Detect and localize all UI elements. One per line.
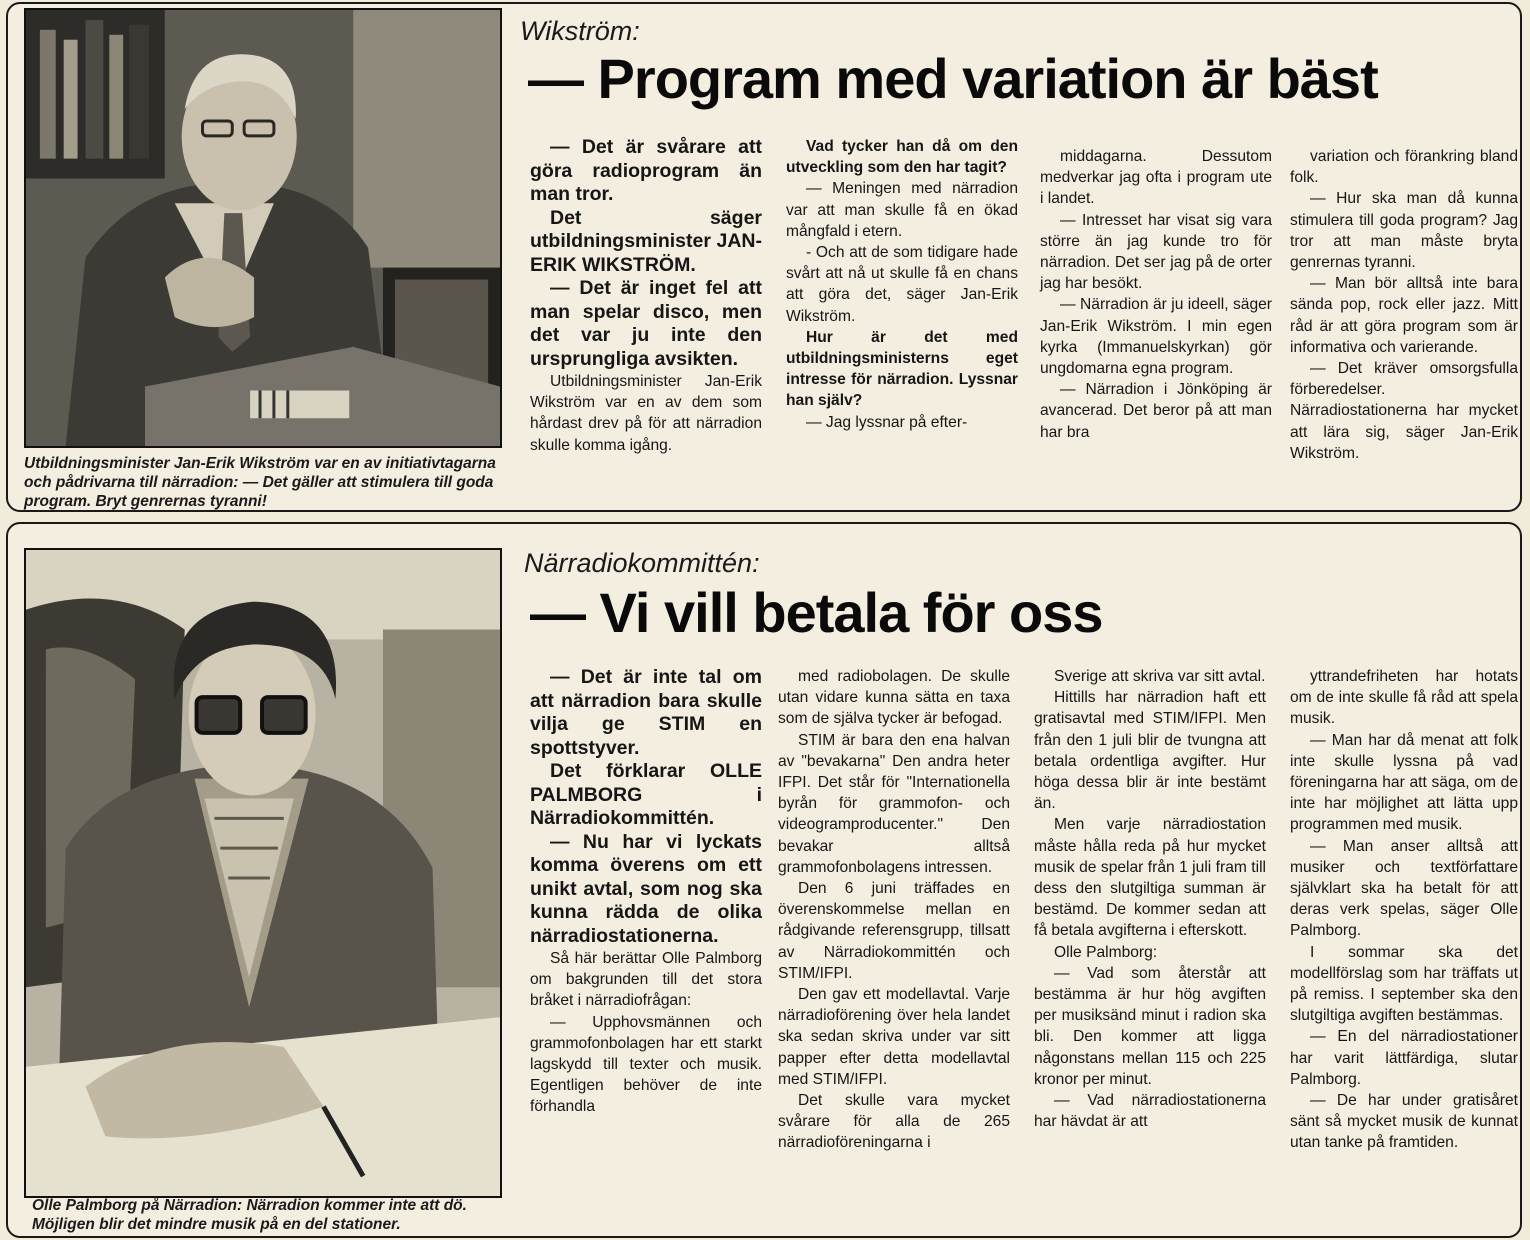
paragraph: Det förklarar OLLE PALMBORG i Närradiokommittén. [530, 760, 762, 829]
paragraph: — Meningen med närradion var att man skulle få en ökad mångfald i etern. [786, 180, 1018, 240]
paragraph: Så här berättar Olle Palmborg om bakgrunden till det stora bråket i närradiofrågan: [530, 950, 762, 1010]
paragraph: yttrandefriheten har hotats om de inte skulle få råd att spela musik. [1290, 668, 1518, 728]
portrait-wikstrom-image [26, 10, 500, 446]
paragraph: — Närradion i Jönköping är avancerad. Det beror på att man har bra [1040, 381, 1272, 441]
paragraph: Hur är det med utbildningsministerns eget intresse för närradion. Lyssnar han själv? [786, 328, 1018, 410]
paragraph: — Vad närradiostationerna har hävdat är att [1034, 1092, 1266, 1131]
article1-column-4 [1290, 146, 1518, 464]
paragraph: Utbildningsminister Jan-Erik Wikström var en av dem som hårdast drev på för att närradion skulle komma igång. [530, 373, 762, 454]
paragraph: - Och att de som tidigare hade svårt att nå ut skulle få en chans att göra det, säger Jan-Erik Wikström. [786, 244, 1018, 325]
paragraph: — De har under gratisåret sänt så mycket musik de kunnat utan tanke på framtiden. [1290, 1092, 1518, 1152]
paragraph: — Nu har vi lyckats komma överens om ett unikt avtal, som nog ska kunna rädda de olika närradiostationerna. [530, 830, 762, 947]
kicker: Närradiokommittén: [524, 548, 760, 578]
paragraph: — Man anser alltså att musiker och textförfattare självklart ska ha betalt för att deras verk spelas, säger Olle Palmborg. [1290, 837, 1518, 940]
photo-palmborg [24, 548, 502, 1198]
headline: — Program med variation är bäst [528, 47, 1378, 110]
kicker: Wikström: [520, 16, 640, 46]
photo-caption: Utbildningsminister Jan-Erik Wikström var en av initiativtagarna och pådrivarna till närradion: — Det gäller att stimulera till goda program. Bryt genrernas tyranni! [24, 455, 496, 510]
paragraph: — Vad som återstår att bestämma är hur hög avgiften per musiksänd minut i radion ska bli. Den kommer att ligga någonstans mellan 115 och 225 kronor per minut. [1034, 964, 1266, 1088]
paragraph: I sommar ska det modellförslag som har träffats ut på remiss. I september ska den slutgiltiga avgiften bestämmas. [1290, 943, 1518, 1025]
paragraph: Sverige att skriva var sitt avtal. [1054, 668, 1266, 685]
paragraph: Den gav ett modellavtal. Varje närradioförening över hela landet ska sedan skriva under var sitt papper efter detta modellavtal med STIM/IFPI. [778, 986, 1010, 1088]
paragraph: — Det är inte tal om att närradion bara skulle vilja ge STIM en spottstyver. [530, 666, 762, 759]
article1-column-3 [1040, 146, 1272, 443]
paragraph: Det säger utbildningsminister JAN-ERIK WIKSTRÖM. [530, 206, 762, 276]
paragraph: Hittills har närradion haft ett gratisavtal med STIM/IFPI. Men från den 1 juli blir de tvungna att betala ordentliga avgifter. Hur höga dessa blir är inte bestämt än. [1034, 689, 1266, 813]
portrait-palmborg-image [26, 550, 500, 1196]
paragraph: — Hur ska man då kunna stimulera till goda program? Jag tror att man måste bryta genrernas tyranni. [1290, 190, 1518, 272]
article2-column-4 [1290, 666, 1518, 1154]
article-wikstrom [6, 2, 1522, 512]
photo-caption: Olle Palmborg på Närradion: Närradion kommer inte att dö. Möjligen blir det mindre musik på en del stationer. [32, 1197, 467, 1233]
paragraph: — Det kräver omsorgsfulla förberedelser. Närradiostationerna har mycket att lära sig, säger Jan-Erik Wikström. [1290, 360, 1518, 462]
paragraph: Olle Palmborg: [1054, 943, 1158, 961]
paragraph: middagarna. Dessutom medverkar jag ofta i program ute i landet. [1040, 148, 1272, 208]
photo-wikstrom [24, 8, 502, 448]
paragraph: — En del närradiostationer har varit lättfärdiga, slutar Palmborg. [1290, 1028, 1518, 1088]
article2-column-2 [778, 666, 1010, 1154]
article1-column-2 [786, 136, 1018, 433]
article2-column-3 [1034, 666, 1266, 1132]
paragraph: — Man har då menat att folk inte skulle lyssna på vad föreningarna har att säga, om de inte har möjlighet att lätta upp programmen med musik. [1290, 731, 1518, 834]
headline: — Vi vill betala för oss [530, 581, 1103, 644]
paragraph: med radiobolagen. De skulle utan vidare kunna sätta en taxa som de själva tycker är befogad. [778, 668, 1010, 728]
paragraph: — Det är inget fel att man spelar disco, men det var ju inte den ursprungliga avsikten. [530, 277, 762, 370]
paragraph: variation och förankring bland folk. [1290, 148, 1518, 187]
paragraph: — Upphovsmännen och grammofonbolagen har ett starkt lagskydd till texter och musik. Egentligen behöver de inte förhandla [530, 1013, 762, 1116]
paragraph: — Det är svårare att göra radioprogram än man tror. [530, 136, 762, 205]
paragraph: Den 6 juni träffades en överenskommelse mellan en rådgivande referensgrupp, tillsatt av Närradiokommittén och STIM/IFPI. [778, 880, 1010, 982]
paragraph: — Jag lyssnar på efter- [806, 413, 968, 431]
article-palmborg [6, 522, 1522, 1238]
article2-column-1 [530, 666, 762, 1118]
paragraph: — Närradion är ju ideell, säger Jan-Erik Wikström. I min egen kyrka (Immanuelskyrkan) gör ungdomarna egna program. [1040, 296, 1272, 378]
paragraph: Men varje närradiostation måste hålla reda på hur mycket musik de spelar från 1 juli fram till dess den slutgiltiga summan är bestämd. De kommer sedan att få betala avgifterna i efterskott. [1034, 816, 1266, 940]
paragraph: — Intresset har visat sig vara större än jag kunde tro för närradion. Det ser jag på de orter jag har besökt. [1040, 211, 1272, 293]
paragraph: Vad tycker han då om den utveckling som den har tagit? [786, 138, 1018, 177]
article1-column-1 [530, 136, 762, 456]
paragraph: Det skulle vara mycket svårare för alla de 265 närradioföreningarna i [778, 1092, 1010, 1152]
paragraph: STIM är bara den ena halvan av "bevakarna" Den andra heter IFPI. Det står för "Internationella byrån för grammofon- och videogramproducenter." Den bevakar alltså grammofonbolagens intressen. [778, 731, 1010, 876]
paragraph: — Man bör alltså inte bara sända pop, rock eller jazz. Mitt råd är att göra program som är informativa och varierande. [1290, 275, 1518, 356]
